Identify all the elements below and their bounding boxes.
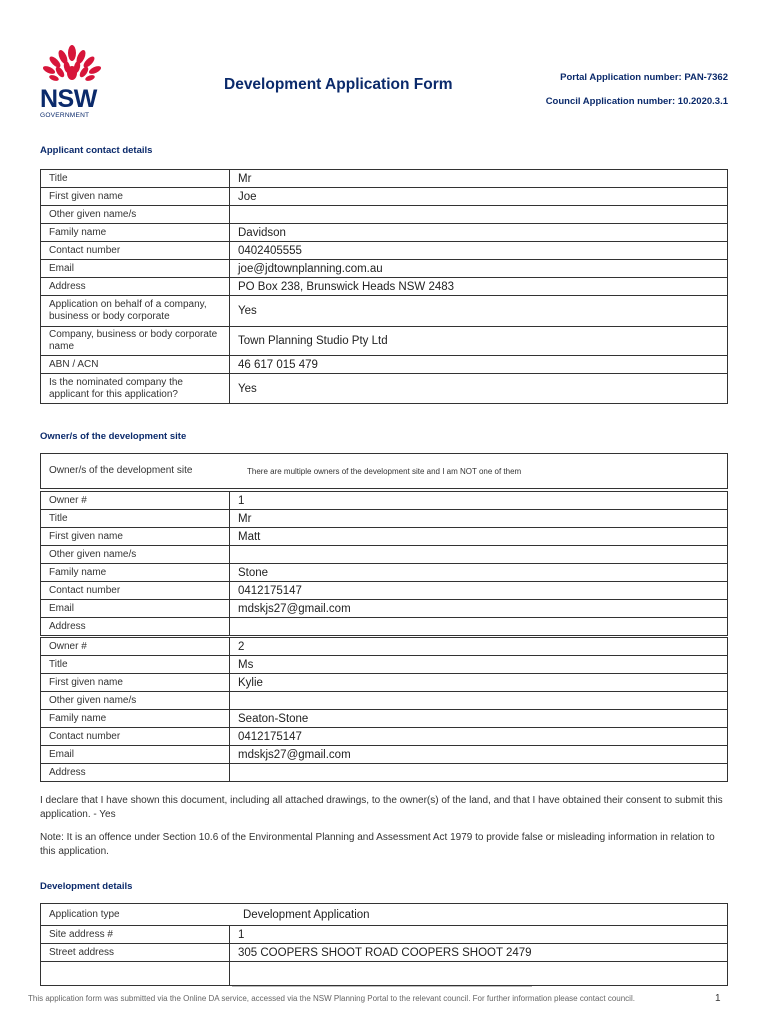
applicant-rows-row <box>41 260 728 278</box>
applicant-rows-label: ABN / ACN <box>41 356 230 374</box>
applicant-section-heading: Applicant contact details <box>40 145 153 156</box>
owners-owner1-value: 0412175147 <box>230 582 728 600</box>
waratah-logo-icon <box>40 45 104 85</box>
applicant-rows-label: Contact number <box>41 242 230 260</box>
applicant-rows-label: Email <box>41 260 230 278</box>
council-application-number: Council Application number: 10.2020.3.1 <box>545 96 728 107</box>
footer-divider <box>232 986 532 987</box>
applicant-rows-row <box>41 242 728 260</box>
owners-owner1-row <box>41 582 728 600</box>
applicant-rows-value: 46 617 015 479 <box>230 356 728 374</box>
development-rows-row <box>41 926 728 944</box>
owners-owner2-value: 2 <box>230 638 728 656</box>
applicant-rows-label: Company, business or body corporate name <box>41 327 230 356</box>
owners-owner1-row <box>41 564 728 582</box>
owners-owner1-label: Contact number <box>41 582 230 600</box>
offence-note: Note: It is an offence under Section 10.6 of the Environmental Planning and Assessment Act 1979 to provide false or misleading information in relation to this application. <box>40 832 715 857</box>
owners-owner1-row <box>41 546 728 564</box>
owners-owner2-label: Owner # <box>41 638 230 656</box>
portal-application-number: Portal Application number: PAN-7362 <box>560 72 728 83</box>
owners-owner1-value <box>230 546 728 564</box>
applicant-rows-value: Joe <box>230 188 728 206</box>
applicant-rows-row <box>41 206 728 224</box>
applicant-rows-row <box>41 278 728 296</box>
owner1-table-body <box>41 492 728 636</box>
applicant-rows-row <box>41 356 728 374</box>
applicant-rows-value: 0402405555 <box>230 242 728 260</box>
owner-consent-declaration: I declare that I have shown this document, including all attached drawings, to the owner(s) of the land, and that I have obtained their consent to submit this application. - Yes <box>40 795 723 820</box>
owners-owner1-row <box>41 600 728 618</box>
applicant-rows-value: Mr <box>230 170 728 188</box>
development-rows-value: 1 <box>230 926 728 944</box>
logo-government-text: GOVERNMENT <box>40 112 90 119</box>
development-section-heading: Development details <box>40 881 133 892</box>
applicant-rows-value: Yes <box>230 374 728 404</box>
applicant-rows-row <box>41 296 728 327</box>
owners-owner2-label: Title <box>41 656 230 674</box>
owners-owner1-value: 1 <box>230 492 728 510</box>
owners-owner2-row <box>41 728 728 746</box>
applicant-rows-row <box>41 170 728 188</box>
owners-summary-box <box>40 453 728 489</box>
development-rows-row <box>41 962 728 986</box>
owners-owner1-label: Family name <box>41 564 230 582</box>
owners-owner1-row <box>41 510 728 528</box>
logo-nsw-text: NSW <box>40 85 97 113</box>
owners-owner2-value: Kylie <box>230 674 728 692</box>
owners-owner1-row <box>41 492 728 510</box>
owners-owner1-value: Mr <box>230 510 728 528</box>
applicant-rows-label: Family name <box>41 224 230 242</box>
application-type-value: Development Application <box>243 909 370 921</box>
development-rows-value: 305 COOPERS SHOOT ROAD COOPERS SHOOT 2479 <box>230 944 728 962</box>
applicant-table <box>40 169 728 404</box>
site-address-table <box>40 925 728 986</box>
applicant-rows-label: Other given name/s <box>41 206 230 224</box>
owners-owner2-value: Ms <box>230 656 728 674</box>
owner1-table <box>40 491 728 636</box>
document-title: Development Application Form <box>224 76 453 93</box>
owners-owner1-label: Email <box>41 600 230 618</box>
owners-owner2-label: First given name <box>41 674 230 692</box>
applicant-rows-label: Title <box>41 170 230 188</box>
applicant-rows-row <box>41 327 728 356</box>
owners-owner2-label: Family name <box>41 710 230 728</box>
applicant-rows-value: PO Box 238, Brunswick Heads NSW 2483 <box>230 278 728 296</box>
owners-owner1-value: Matt <box>230 528 728 546</box>
owners-owner2-row <box>41 692 728 710</box>
page-number: 1 <box>715 993 721 1004</box>
owners-owner2-row <box>41 746 728 764</box>
owners-owner2-value: 0412175147 <box>230 728 728 746</box>
footer-note: This application form was submitted via the Online DA service, accessed via the NSW Planning Portal to the relevant council. For further information please contact council. <box>28 994 635 1003</box>
development-rows-label: Site address # <box>41 926 230 944</box>
owners-owner1-row <box>41 528 728 546</box>
owners-owner1-label: First given name <box>41 528 230 546</box>
owners-owner2-label: Other given name/s <box>41 692 230 710</box>
applicant-rows-row <box>41 188 728 206</box>
owners-owner2-row <box>41 674 728 692</box>
nsw-government-logo <box>40 45 104 119</box>
applicant-rows-value: joe@jdtownplanning.com.au <box>230 260 728 278</box>
owners-owner2-value: mdskjs27@gmail.com <box>230 746 728 764</box>
owners-owner2-label: Email <box>41 746 230 764</box>
applicant-rows-value: Town Planning Studio Pty Ltd <box>230 327 728 356</box>
owners-owner2-label: Address <box>41 764 230 782</box>
owners-owner2-value <box>230 764 728 782</box>
development-rows-label: Street address <box>41 944 230 962</box>
owners-owner1-label: Address <box>41 618 230 636</box>
applicant-rows-label: Address <box>41 278 230 296</box>
applicant-rows-label: Is the nominated company the applicant for this application? <box>41 374 230 404</box>
applicant-rows-value: Davidson <box>230 224 728 242</box>
application-type-label: Application type <box>49 909 120 920</box>
applicant-rows-label: First given name <box>41 188 230 206</box>
owners-owner1-label: Other given name/s <box>41 546 230 564</box>
owners-summary-label: Owner/s of the development site <box>49 465 193 476</box>
owners-owner1-label: Owner # <box>41 492 230 510</box>
owners-owner2-row <box>41 764 728 782</box>
owners-owner2-row <box>41 656 728 674</box>
owner2-table <box>40 637 728 782</box>
development-rows-label <box>41 962 230 986</box>
owners-owner2-value: Seaton-Stone <box>230 710 728 728</box>
owners-owner2-row <box>41 638 728 656</box>
applicant-rows-row <box>41 224 728 242</box>
owners-owner1-label: Title <box>41 510 230 528</box>
owners-summary-value: There are multiple owners of the development site and I am NOT one of them <box>247 467 522 476</box>
applicant-rows-label: Application on behalf of a company, business or body corporate <box>41 296 230 327</box>
owners-owner1-value <box>230 618 728 636</box>
applicant-rows-value: Yes <box>230 296 728 327</box>
owners-owner1-value: Stone <box>230 564 728 582</box>
site-address-table-body <box>41 926 728 986</box>
development-rows-row <box>41 944 728 962</box>
owners-section-heading: Owner/s of the development site <box>40 431 187 442</box>
owners-owner2-row <box>41 710 728 728</box>
owners-owner1-value: mdskjs27@gmail.com <box>230 600 728 618</box>
applicant-rows-value <box>230 206 728 224</box>
owners-owner1-row <box>41 618 728 636</box>
owner2-table-body <box>41 638 728 782</box>
owners-owner2-value <box>230 692 728 710</box>
applicant-table-body <box>41 170 728 404</box>
owners-owner2-label: Contact number <box>41 728 230 746</box>
application-type-box <box>40 903 728 926</box>
applicant-rows-row <box>41 374 728 404</box>
development-rows-value <box>230 962 728 986</box>
